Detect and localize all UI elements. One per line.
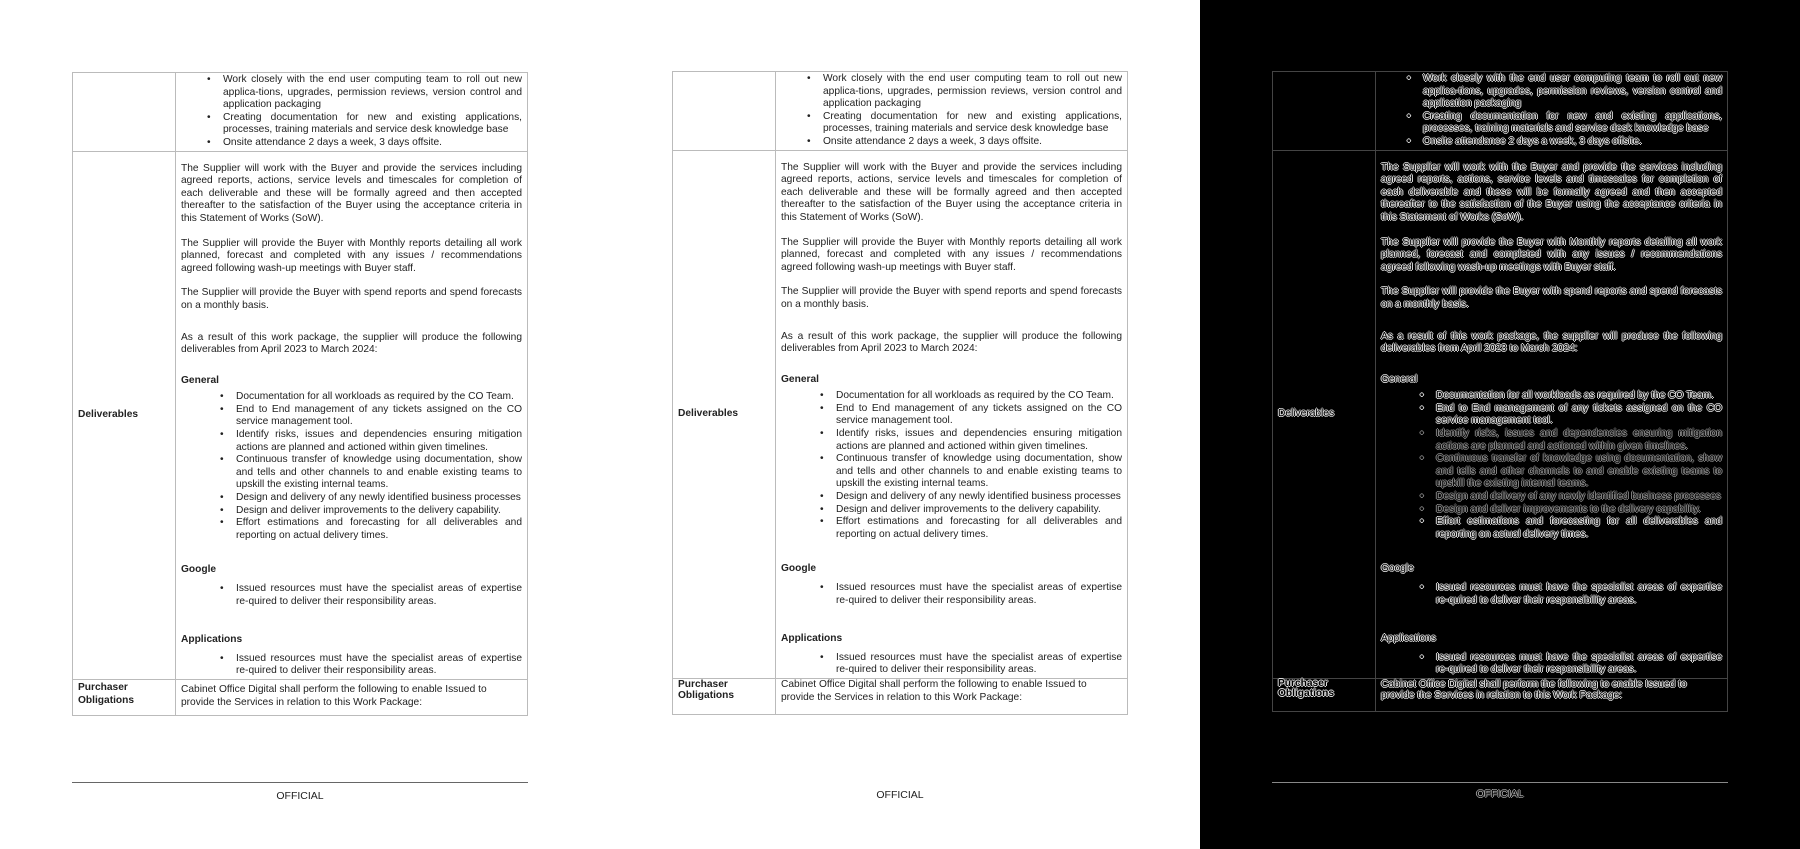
list-item: • End to End management of any tickets assigned on the CO service management tool.	[236, 404, 522, 429]
general-heading: General	[1381, 373, 1418, 385]
purchaser-label: Purchaser Obligations	[73, 679, 176, 715]
list-item: • Identify risks, issues and dependencies ensuring mitigation actions are planned and actioned within given timelines.	[836, 428, 1122, 453]
page-panel-1	[0, 0, 600, 849]
purchaser-text: Cabinet Office Digital shall perform the following to enable Issued to provide the Services in relation to this Work Package:	[1376, 678, 1728, 711]
applications-list	[1381, 652, 1722, 677]
list-item: • Design and delivery of any newly identified business processes	[1436, 491, 1722, 504]
list-item: • Documentation for all workloads as required by the CO Team.	[836, 390, 1122, 403]
purchaser-text: Cabinet Office Digital shall perform the following to enable Issued to provide the Services in relation to this Work Package:	[176, 679, 528, 715]
list-item: • Issued resources must have the specialist areas of expertise re-quired to deliver their responsibility areas.	[236, 653, 522, 678]
list-item: • Identify risks, issues and dependencies ensuring mitigation actions are planned and actioned within given timelines.	[1436, 428, 1722, 453]
applications-heading: Applications	[1381, 633, 1436, 645]
google-heading: Google	[781, 563, 817, 575]
paragraph: The Supplier will provide the Buyer with spend reports and spend forecasts on a monthly basis.	[781, 286, 1122, 310]
row-label-empty	[673, 72, 776, 151]
table-row	[1273, 72, 1728, 151]
list-item: • Continuous transfer of knowledge using documentation, show and tells and other channels to and enable existing teams to upskill the existing internal teams.	[1436, 453, 1722, 491]
list-item: • Work closely with the end user computing team to roll out new applica-tions, upgrades, permission reviews, version control and application packaging	[823, 73, 1122, 111]
purchaser-label: Purchaser Obligations	[673, 678, 776, 714]
list-item: • Onsite attendance 2 days a week, 3 days offsite.	[223, 137, 522, 150]
list-item: • Effort estimations and forecasting for all deliverables and reporting on actual delivery times.	[836, 516, 1122, 541]
deliverables-content	[176, 151, 528, 679]
list-item: • Creating documentation for new and existing applications, processes, training materials and service desk knowledge base	[223, 112, 522, 137]
google-list	[781, 582, 1122, 607]
list-item: • Continuous transfer of knowledge using documentation, show and tells and other channels to and enable existing teams to upskill the existing internal teams.	[236, 454, 522, 492]
list-item: • Design and deliver improvements to the delivery capability.	[1436, 504, 1722, 517]
list-item: • Design and delivery of any newly identified business processes	[236, 492, 522, 505]
list-item: • Issued resources must have the specialist areas of expertise re-quired to deliver their responsibility areas.	[1436, 652, 1722, 677]
deliverables-label: Deliverables	[1273, 150, 1376, 678]
list-item: • Issued resources must have the specialist areas of expertise re-quired to deliver their responsibility areas.	[1436, 582, 1722, 607]
purchaser-label: Purchaser Obligations	[1273, 678, 1376, 711]
footer-official: OFFICIAL	[876, 789, 924, 801]
paragraph: As a result of this work package, the supplier will produce the following deliverables from April 2023 to March 2024:	[1381, 330, 1722, 355]
list-item: • Documentation for all workloads as required by the CO Team.	[1436, 390, 1722, 403]
list-item: • Work closely with the end user computing team to roll out new applica-tions, upgrades, permission reviews, version control and application packaging	[223, 74, 522, 112]
row-value	[176, 73, 528, 152]
google-heading: Google	[1381, 563, 1414, 575]
page-panel-2	[600, 0, 1200, 849]
table-row	[673, 678, 1128, 714]
bullet-list	[181, 74, 522, 150]
table-row	[73, 151, 528, 679]
applications-heading: Applications	[181, 634, 243, 646]
paragraph: The Supplier will work with the Buyer and provide the services including agreed reports, actions, service levels and timescales for completion of each deliverable and these will be formally agreed and then accepted thereafter to the satisfaction of the Buyer using the acceptance criteria in this Statement of Works (SoW).	[781, 161, 1122, 223]
statement-of-work-table	[72, 72, 528, 716]
statement-of-work-table	[1272, 71, 1728, 712]
deliverables-content	[776, 150, 1128, 678]
table-row	[1273, 150, 1728, 678]
applications-heading: Applications	[781, 633, 843, 645]
list-item: • Design and deliver improvements to the delivery capability.	[236, 505, 522, 518]
paragraph: As a result of this work package, the supplier will produce the following deliverables from April 2023 to March 2024:	[181, 331, 522, 356]
google-heading: Google	[181, 564, 217, 576]
general-list	[1381, 390, 1722, 541]
list-item: • Onsite attendance 2 days a week, 3 days offsite.	[823, 136, 1122, 149]
row-label-empty	[1273, 72, 1376, 151]
list-item: • Issued resources must have the specialist areas of expertise re-quired to deliver their responsibility areas.	[836, 652, 1122, 677]
list-item: • Creating documentation for new and existing applications, processes, training materials and service desk knowledge base	[823, 111, 1122, 136]
purchaser-text: Cabinet Office Digital shall perform the following to enable Issued to provide the Services in relation to this Work Package:	[776, 678, 1128, 714]
list-item: • Issued resources must have the specialist areas of expertise re-quired to deliver their responsibility areas.	[236, 583, 522, 608]
paragraph: The Supplier will provide the Buyer with spend reports and spend forecasts on a monthly basis.	[1381, 286, 1722, 310]
applications-list	[181, 653, 522, 678]
bullet-list	[781, 73, 1122, 149]
page-panel-3	[1200, 0, 1800, 849]
list-item: • End to End management of any tickets assigned on the CO service management tool.	[836, 403, 1122, 428]
general-list	[781, 390, 1122, 541]
deliverables-label: Deliverables	[673, 150, 776, 678]
list-item: • Issued resources must have the specialist areas of expertise re-quired to deliver their responsibility areas.	[836, 582, 1122, 607]
paragraph: The Supplier will provide the Buyer with Monthly reports detailing all work planned, forecast and completed with any issues / recommendations agreed following wash-up meetings with Buyer staff.	[1381, 236, 1722, 273]
table-row	[1273, 678, 1728, 711]
table-row	[73, 73, 528, 152]
deliverables-content	[1376, 150, 1728, 678]
google-list	[181, 583, 522, 608]
row-value	[776, 72, 1128, 151]
row-label-empty	[73, 73, 176, 152]
applications-list	[781, 652, 1122, 677]
general-heading: General	[181, 374, 219, 386]
list-item: • Identify risks, issues and dependencies ensuring mitigation actions are planned and actioned within given timelines.	[236, 429, 522, 454]
footer-official: OFFICIAL	[276, 790, 324, 802]
row-value	[1376, 72, 1728, 151]
footer-official: OFFICIAL	[1476, 788, 1524, 800]
list-item: • Continuous transfer of knowledge using documentation, show and tells and other channels to and enable existing teams to upskill the existing internal teams.	[836, 453, 1122, 491]
bullet-list	[1381, 73, 1722, 149]
list-item: • Effort estimations and forecasting for all deliverables and reporting on actual delivery times.	[236, 517, 522, 542]
deliverables-label: Deliverables	[73, 151, 176, 679]
table-row	[673, 72, 1128, 151]
paragraph: The Supplier will work with the Buyer and provide the services including agreed reports, actions, service levels and timescales for completion of each deliverable and these will be formally agreed and then accepted thereafter to the satisfaction of the Buyer using the acceptance criteria in this Statement of Works (SoW).	[181, 162, 522, 224]
statement-of-work-table	[672, 71, 1128, 715]
google-list	[1381, 582, 1722, 607]
list-item: • Documentation for all workloads as required by the CO Team.	[236, 391, 522, 404]
table-row	[73, 679, 528, 715]
paragraph: The Supplier will provide the Buyer with Monthly reports detailing all work planned, forecast and completed with any issues / recommendations agreed following wash-up meetings with Buyer staff.	[181, 237, 522, 274]
list-item: • Onsite attendance 2 days a week, 3 days offsite.	[1423, 136, 1722, 149]
general-heading: General	[781, 373, 819, 385]
list-item: • Design and delivery of any newly identified business processes	[836, 491, 1122, 504]
list-item: • Design and deliver improvements to the delivery capability.	[836, 504, 1122, 517]
list-item: • End to End management of any tickets assigned on the CO service management tool.	[1436, 403, 1722, 428]
list-item: • Effort estimations and forecasting for all deliverables and reporting on actual delivery times.	[1436, 516, 1722, 541]
table-row	[673, 150, 1128, 678]
footer-rule	[72, 782, 528, 783]
footer-rule	[1272, 782, 1728, 783]
footer-rule	[672, 782, 1128, 783]
general-list	[181, 391, 522, 542]
paragraph: The Supplier will provide the Buyer with Monthly reports detailing all work planned, forecast and completed with any issues / recommendations agreed following wash-up meetings with Buyer staff.	[781, 236, 1122, 273]
list-item: • Creating documentation for new and existing applications, processes, training materials and service desk knowledge base	[1423, 111, 1722, 136]
paragraph: The Supplier will work with the Buyer and provide the services including agreed reports, actions, service levels and timescales for completion of each deliverable and these will be formally agreed and then accepted thereafter to the satisfaction of the Buyer using the acceptance criteria in this Statement of Works (SoW).	[1381, 161, 1722, 223]
list-item: • Work closely with the end user computing team to roll out new applica-tions, upgrades, permission reviews, version control and application packaging	[1423, 73, 1722, 111]
paragraph: The Supplier will provide the Buyer with spend reports and spend forecasts on a monthly basis.	[181, 287, 522, 311]
paragraph: As a result of this work package, the supplier will produce the following deliverables from April 2023 to March 2024:	[781, 330, 1122, 355]
